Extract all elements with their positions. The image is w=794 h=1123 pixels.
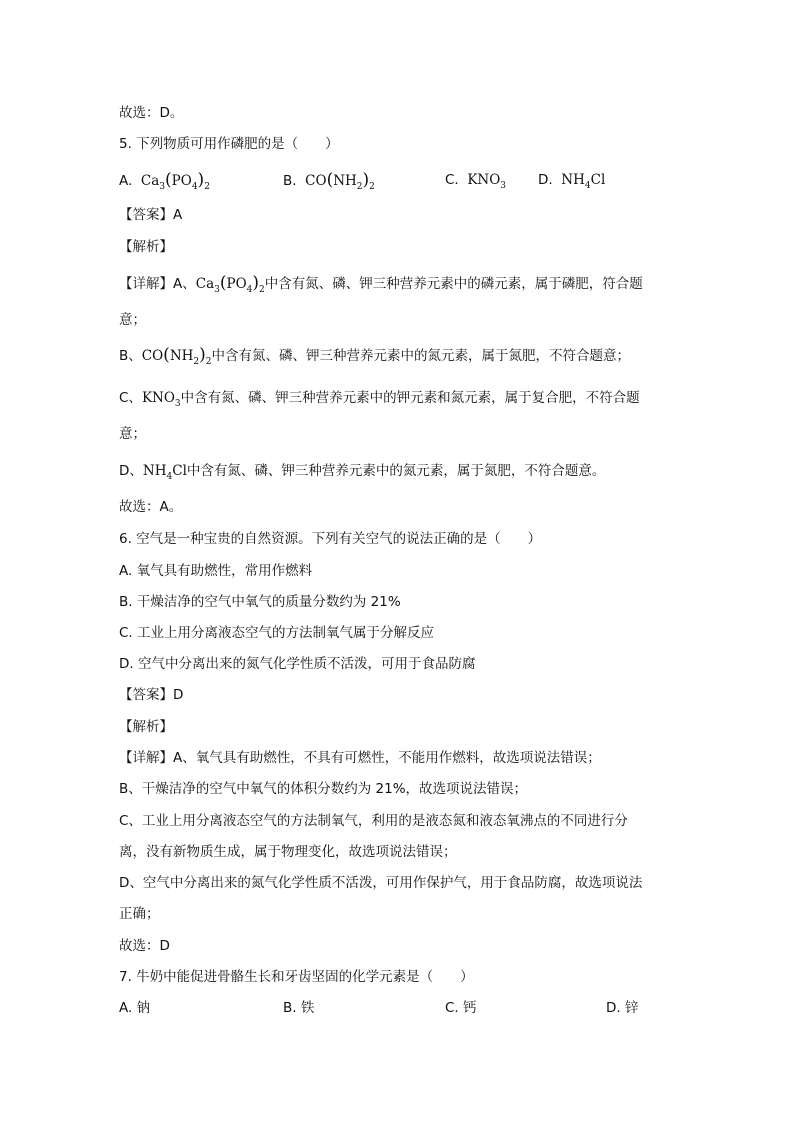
q5-option-b-formula: $CO(NH_2)_2$ — [305, 170, 375, 192]
q5-detail-c-prefix: C、 — [119, 390, 142, 406]
q5-detail-c-cont: 意； — [119, 426, 146, 442]
q5-detail-d-prefix: D、 — [119, 463, 143, 479]
q6-detail-line: C、工业上用分离液态空气的方法制氧气，利用的是液态氮和液态氧沸点的不同进行分 — [119, 813, 628, 829]
q6-option-d: D. 空气中分离出来的氮气化学性质不活泼，可用于食品防腐 — [119, 656, 476, 672]
q5-detail-b — [119, 345, 630, 366]
q5-option-d — [538, 170, 605, 190]
q6-detail-line: 离，没有新物质生成，属于物理变化，故选项说法错误； — [119, 844, 457, 860]
q5-option-b-letter: B. — [283, 173, 297, 189]
q6-option-a: A. 氧气具有助燃性，常用作燃料 — [119, 563, 313, 579]
q6-answer: 【答案】D — [119, 687, 184, 703]
q5-detail-a — [119, 273, 643, 294]
q5-question: 5. 下列物质可用作磷肥的是（ ） — [119, 136, 339, 152]
q7-option-b: B. 铁 — [283, 1000, 315, 1016]
q5-option-c — [445, 170, 506, 190]
q5-detail-a-prefix: 【详解】A、 — [119, 276, 196, 292]
q5-option-a-formula: $Ca_3(PO_4)_2$ — [140, 170, 210, 192]
q7-option-a: A. 钠 — [119, 1000, 151, 1016]
q7-option-c: C. 钙 — [445, 1000, 477, 1016]
q6-detail-line: 【详解】A、氧气具有助燃性，不具有可燃性，不能用作燃料，故选项说法错误； — [119, 750, 601, 766]
q7-option-d: D. 锌 — [606, 1000, 639, 1016]
q5-detail-a-cont: 意； — [119, 312, 146, 328]
q5-conclusion: 故选：A。 — [119, 499, 183, 515]
q5-option-c-letter: C. — [445, 172, 459, 188]
q6-analysis-label: 【解析】 — [119, 719, 173, 735]
q5-answer: 【答案】A — [119, 207, 183, 223]
q6-option-c: C. 工业上用分离液态空气的方法制氧气属于分解反应 — [119, 625, 435, 641]
q5-option-d-letter: D. — [538, 172, 553, 188]
q5-detail-c-text: 中含有氮、磷、钾三种营养元素中的钾元素和氮元素，属于复合肥，不符合题 — [180, 390, 640, 406]
q5-detail-c — [119, 388, 640, 408]
q5-option-b — [283, 170, 375, 191]
q5-detail-b-text: 中含有氮、磷、钾三种营养元素中的氮元素，属于氮肥，不符合题意； — [211, 348, 631, 364]
q5-detail-d-text: 中含有氮、磷、钾三种营养元素中的氮元素，属于氮肥，不符合题意。 — [186, 463, 606, 479]
q5-detail-a-text: 中含有氮、磷、钾三种营养元素中的磷元素，属于磷肥，符合题 — [264, 276, 643, 292]
q5-detail-a-formula: $Ca_3(PO_4)_2$ — [195, 273, 265, 295]
q6-option-b: B. 干燥洁净的空气中氧气的质量分数约为 21% — [119, 594, 401, 610]
q5-detail-c-formula: $KNO_3$ — [141, 390, 181, 409]
q6-conclusion: 故选：D — [119, 938, 170, 954]
q5-option-a — [119, 170, 210, 191]
q5-detail-d-formula: $NH_4Cl$ — [142, 463, 187, 482]
q5-detail-d — [119, 461, 605, 481]
q5-analysis-label: 【解析】 — [119, 239, 173, 255]
q6-detail-line: B、干燥洁净的空气中氧气的体积分数约为 21%，故选项说法错误； — [119, 781, 528, 797]
q6-detail-line: 正确； — [119, 906, 160, 922]
q6-question: 6. 空气是一种宝贵的自然资源。下列有关空气的说法正确的是（ ） — [119, 531, 542, 547]
q5-option-d-formula: $NH_4Cl$ — [561, 172, 606, 191]
q5-detail-b-formula: $CO(NH_2)_2$ — [141, 345, 212, 367]
q5-option-c-formula: $KNO_3$ — [467, 172, 507, 191]
q4-conclusion: 故选：D。 — [119, 105, 184, 121]
q5-option-a-letter: A. — [119, 173, 133, 189]
q6-detail-line: D、空气中分离出来的氮气化学性质不活泼，可用作保护气，用于食品防腐，故选项说法 — [119, 875, 643, 891]
q5-detail-b-prefix: B、 — [119, 348, 142, 364]
q7-question: 7. 牛奶中能促进骨骼生长和牙齿坚固的化学元素是（ ） — [119, 969, 474, 985]
